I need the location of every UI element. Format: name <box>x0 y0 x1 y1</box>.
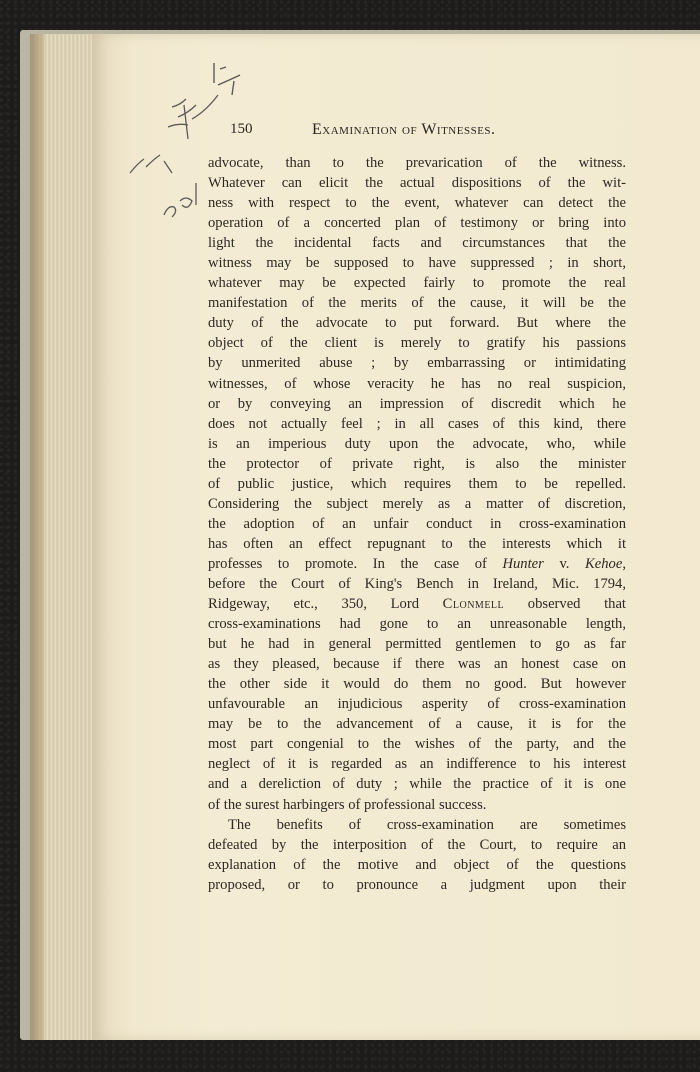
text-line: the protector of private right, is also the minister <box>208 455 626 472</box>
text-line: operation of a concerted plan of testimony or bring into <box>208 215 626 232</box>
text-line: or by conveying an impression of discredit which he <box>208 395 626 412</box>
text-line: advocate, than to the prevarication of the witness. <box>208 155 626 171</box>
paragraph-start-line: The benefits of cross-examination are sometimes <box>228 816 626 833</box>
text-line: of the surest harbingers of professional success. <box>208 796 487 813</box>
text-line: before the Court of King's Bench in Ireland, Mic. 1794, <box>208 575 626 592</box>
text-line: as they pleased, because if there was an honest case on <box>208 656 626 673</box>
text-line: the other side it would do them no good. But however <box>208 676 626 693</box>
text-line: light the incidental facts and circumstances that the <box>208 235 626 252</box>
text-line: but he had in general permitted gentlemen to go as far <box>208 636 626 653</box>
text-line: does not actually feel ; in all cases of this kind, there <box>208 415 626 432</box>
text-line: manifestation of the merits of the cause, it will be the <box>208 295 626 312</box>
text-line: cross-examinations had gone to an unreasonable length, <box>208 616 626 633</box>
text-line: proposed, or to pronounce a judgment upon their <box>208 876 626 893</box>
text-line: may be to the advancement of a cause, it is for the <box>208 716 626 733</box>
text-line: the adoption of an unfair conduct in cross-examination <box>208 515 626 532</box>
text-line: explanation of the motive and object of the questions <box>208 856 626 873</box>
text-line: Whatever can elicit the actual dispositions of the wit- <box>208 175 626 192</box>
text-line: is an imperious duty upon the advocate, who, while <box>208 435 626 452</box>
text-line: whatever may be expected fairly to promote the real <box>208 275 626 292</box>
text-line: witness may be supposed to have suppressed ; in short, <box>208 255 626 272</box>
text-line: neglect of it is regarded as an indifference to his interest <box>208 756 626 773</box>
running-head-title: Examination of Witnesses. <box>312 121 496 138</box>
text-line: by unmerited abuse ; by embarrassing or intimidating <box>208 355 626 372</box>
text-line: object of the client is merely to gratify his passions <box>208 335 626 352</box>
text-line: has often an effect repugnant to the interests which it <box>208 535 626 552</box>
running-header <box>230 121 630 143</box>
text-line-clonmell: Ridgeway, etc., 350, Lord Clonmell observed that <box>208 596 626 613</box>
text-line: duty of the advocate to put forward. But where the <box>208 315 626 332</box>
text-line: ness with respect to the event, whatever can detect the <box>208 195 626 212</box>
page-number: 150 <box>230 121 253 137</box>
text-line: Considering the subject merely as a matter of discretion, <box>208 495 626 512</box>
text-line-case-citation: professes to promote. In the case of Hunter v. Kehoe, <box>208 555 626 572</box>
text-line: unfavourable an injudicious asperity of cross-examination <box>208 696 626 713</box>
text-line: defeated by the interposition of the Court, to require an <box>208 836 626 853</box>
text-line: and a dereliction of duty ; while the practice of it is one <box>208 776 626 793</box>
text-line: most part congenial to the wishes of the party, and the <box>208 736 626 753</box>
text-line: witnesses, of whose veracity he has no real suspicion, <box>208 375 626 392</box>
text-line: of public justice, which requires them to be repelled. <box>208 475 626 492</box>
body-text <box>208 153 626 895</box>
